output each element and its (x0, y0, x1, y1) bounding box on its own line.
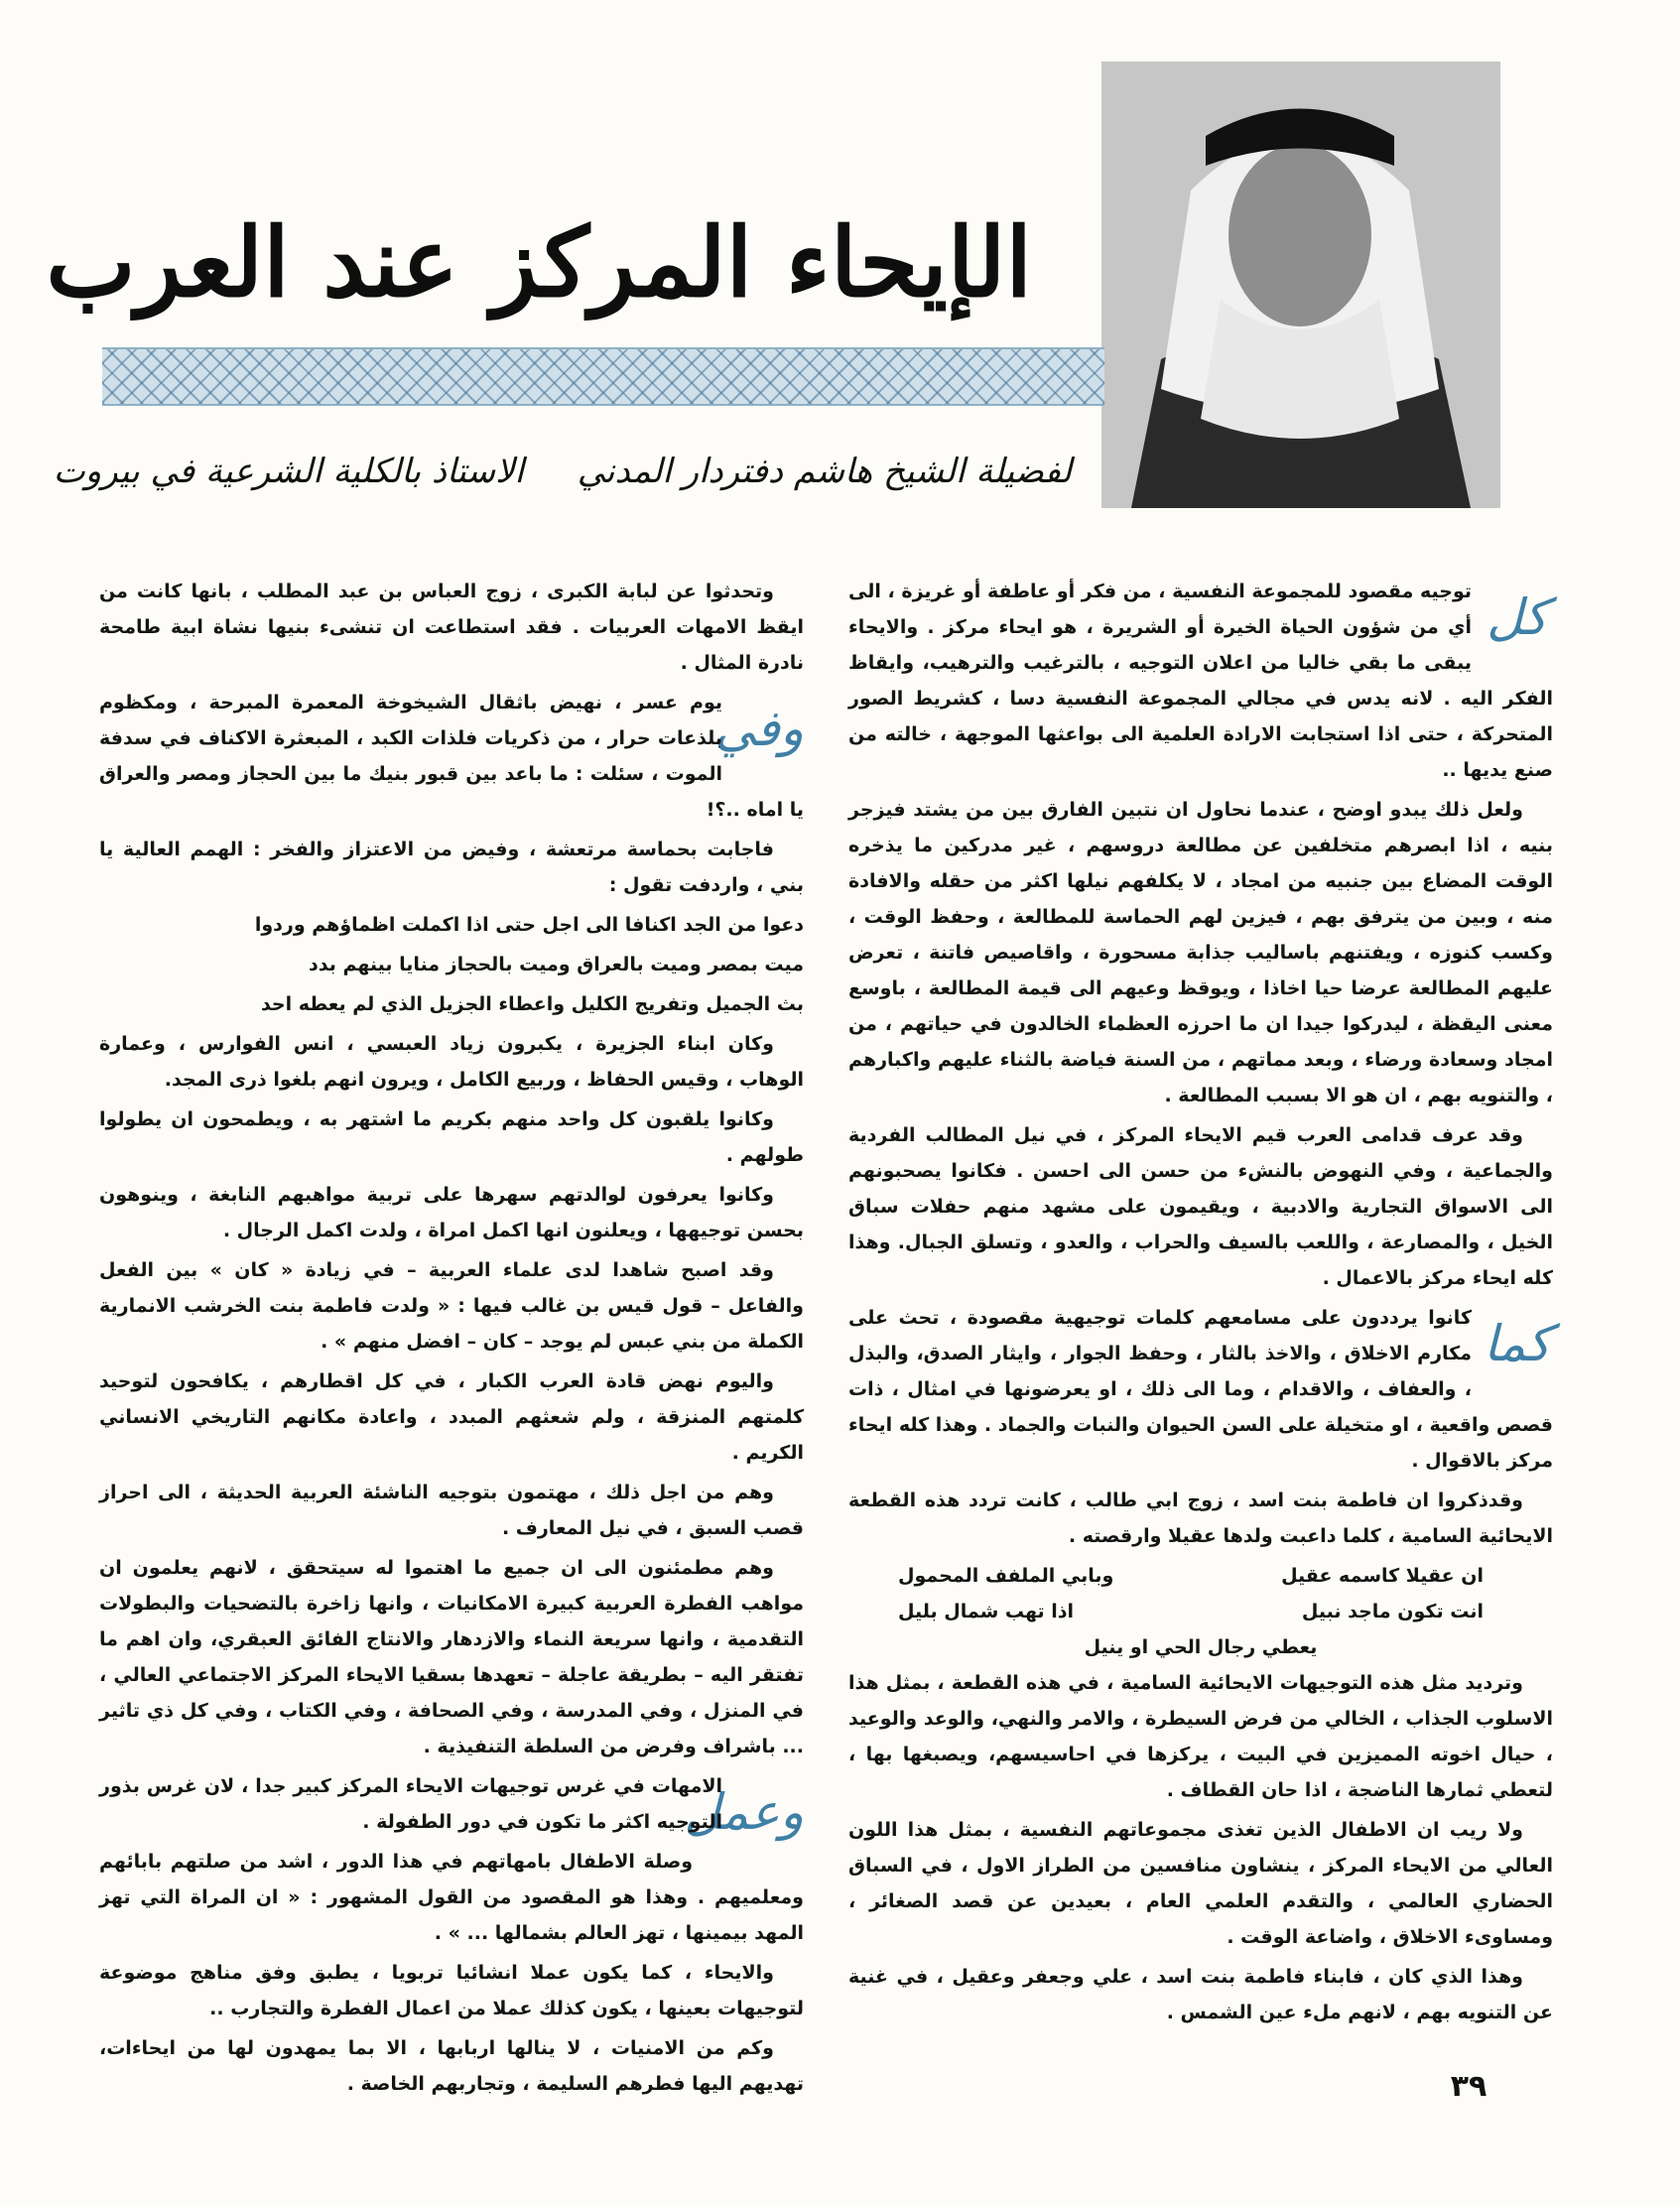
paragraph: وقدذكروا ان فاطمة بنت اسد ، زوج ابي طالب ، كانت تردد هذه القطعة الايحائية السامية ، كلما داعبت ولدها عقيلا وارقصته . (848, 1490, 1553, 1547)
paragraph: وصلة الاطفال بامهاتهم في هذا الدور ، اشد من صلتهم بابائهم ومعلميهم . وهذا هو المقصود من القول المشهور : « ان المراة التي تهز المهد بيمينها ، تهز العالم بشمالها ... » . (99, 1851, 804, 1944)
poem-verse: يعطي رجال الحي او ينيل (1084, 1636, 1318, 1658)
article-title: الإيحاء المركز عند العرب (46, 206, 1032, 319)
paragraph: وكانوا يعرفون لوالدتهم سهرها على تربية مواهبهم النابغة ، وينوهون بحسن توجيهها ، ويعلنون انها اكمل امراة ، ولدت اكمل الرجال . (99, 1184, 804, 1241)
drop-initial-kama: كما (1484, 1315, 1551, 1372)
poem-verse (848, 1558, 1553, 1594)
verse-hemistich: انت تكون ماجد نبيل (1301, 1601, 1484, 1622)
poem-line: ميت بمصر وميت بالعراق وميت بالحجاز منايا بينهم بدد (308, 954, 804, 975)
left-column (99, 574, 804, 2095)
decorative-band (102, 347, 1104, 406)
drop-initial-wamal: وعمل (684, 1783, 804, 1841)
paragraph: وكم من الامنيات ، لا ينالها اربابها ، الا بما يمهدون لها من ايحاءات، تهديهم اليها فطرهم السليمة ، وتجاربهم الخاصة . (99, 2037, 804, 2095)
paragraph: والايحاء ، كما يكون عملا انشائيا تربويا ، يطبق وفق مناهج موضوعة لتوجيهات بعينها ، يكون كذلك عملا من اعمال الفطرة والتجارب .. (99, 1962, 804, 2019)
paragraph: وقد اصبح شاهدا لدى علماء العربية – في زيادة « كان » بين الفعل والفاعل – قول قيس بن غالب فيها : « ولدت فاطمة بنت الخرشب الانمارية الكملة من بني عبس لم يوجد – كان – افضل منهم » . (99, 1259, 804, 1353)
verse-hemistich: وبابي الملفف المحمول (898, 1565, 1114, 1587)
drop-initial-kol: كل (1486, 588, 1548, 646)
page-number: ٣٩ (1450, 2069, 1487, 2104)
paragraph: الامهات في غرس توجيهات الايحاء المركز كبير جدا ، لان غرس بذور التوجيه اكثر ما تكون في دور الطفولة . (99, 1775, 722, 1833)
verse-hemistich: ان عقيلا كاسمه عقيل (1281, 1565, 1484, 1587)
author-portrait (1101, 62, 1500, 508)
verse-hemistich: اذا تهب شمال بليل (898, 1601, 1075, 1622)
paragraph: واليوم نهض قادة العرب الكبار ، في كل اقطارهم ، يكافحون لتوحيد كلمتهم المنزقة ، ولم شعثهم المبدد ، واعادة مكانهم التاريخي الانساني الكريم . (99, 1370, 804, 1464)
author-byline: لفضيلة الشيخ هاشم دفتردار المدني (577, 452, 1072, 491)
paragraph: ولعل ذلك يبدو اوضح ، عندما نحاول ان نتبين الفارق بين من يشتد فيزجر بنيه ، اذا ابصرهم متخلفين عن مطالعة دروسهم ، غير مدركين ما يذخره الوقت المضاع بين جنبيه من امجاد ، لا يكلفهم نيلها اكثر من حقله والافادة منه ، وبين من يترفق بهم ، فيزين لهم الحماسة للمطالعة ، وحفظ الوقت ، وكسب كنوزه ، ويفتنهم باساليب جذابة مسحورة ، واقاصيص فاتنة ، تعرض عليهم المطالعة عرضا حيا اخاذا ، ويوقظ وعيهم الى قيمة المطالعة ، باوسع معنى اليقظة ، ليدركوا جيدا ان ما احرزه العظماء الخالدون في حياتهم ، من امجاد وسعادة ورضاء ، وبعد مماتهم ، من السنة فياضة بالثناء عليهم واكبارهم ، والتنويه بهم ، ان هو الا بسبب المطالعة . (848, 799, 1553, 1106)
paragraph: ولا ريب ان الاطفال الذين تغذى مجموعاتهم النفسية ، بمثل هذا اللون العالي من الايحاء المركز ، ينشاون منافسين من الطراز الاول ، في السباق الحضاري العالمي ، والتقدم العلمي العام ، بعيدين عن قصد الصغائر ، ومساوىء الاخلاق ، واضاعة الوقت . (848, 1819, 1553, 1948)
paragraph: يوم عسر ، نهيض باثقال الشيخوخة المعمرة المبرحة ، ومكظوم بلذعات حرار ، من ذكريات فلذات الكبد ، المبعثرة الاكناف في سدفة الموت ، سئلت : ما باعد بين قبور بنيك ما بين الحجاز ومصر والعراق يا اماه ..؟! (99, 692, 804, 821)
poem-line: بث الجميل وتفريج الكليل واعطاء الجزيل الذي لم يعطه احد (260, 993, 804, 1015)
right-column (848, 574, 1553, 2062)
author-position: الاستاذ بالكلية الشرعية في بيروت (53, 452, 524, 491)
paragraph: توجيه مقصود للمجموعة النفسية ، من فكر أو عاطفة أو غريزة ، الى أي من شؤون الحياة الخيرة أو الشريرة ، هو ايحاء مركز . والايحاء يبقى ما بقي خاليا من اعلان التوجيه ، بالترغيب والترهيب، وايقاظ الفكر اليه . لانه يدس في مجالي المجموعة النفسية دسا ، كشريط الصور المتحركة ، حتى اذا استجابت الارادة العلمية الى بواعثها الموجهة ، خالته من صنع يديها .. (848, 581, 1553, 781)
poem-line: دعوا من الجد اكنافا الى اجل حتى اذا اكملت اظماؤهم وردوا (254, 914, 804, 936)
paragraph: وهذا الذي كان ، فابناء فاطمة بنت اسد ، علي وجعفر وعقيل ، في غنية عن التنويه بهم ، لانهم ملء عين الشمس . (848, 1966, 1553, 2023)
paragraph: وقد عرف قدامى العرب قيم الايحاء المركز ، في نيل المطالب الفردية والجماعية ، وفي النهوض بالنشء من حسن الى احسن . فكانوا يصحبونهم الى الاسواق التجارية والادبية ، ويقيمون على مشهد منهم حفلات سباق الخيل ، والمصارعة ، واللعب بالسيف والحراب ، والعدو ، وتسلق الجبال. وهذا كله ايحاء مركز بالاعمال . (848, 1124, 1553, 1289)
paragraph: وكانوا يلقبون كل واحد منهم بكريم ما اشتهر به ، ويطمحون ان يطولوا طولهم . (99, 1108, 804, 1166)
paragraph: كانوا يرددون على مسامعهم كلمات توجيهية مقصودة ، تحث على مكارم الاخلاق ، والاخذ بالثار ، وحفظ الجوار ، وايثار الصدق، والبذل ، والعفاف ، والاقدام ، وما الى ذلك ، او يعرضونها في امثال ، ذات قصص واقعية ، او متخيلة على السن الحيوان والنبات والجماد . وهذا كله ايحاء مركز بالاقوال . (848, 1307, 1553, 1472)
paragraph: وكان ابناء الجزيرة ، يكبرون زياد العبسي ، انس الفوارس ، وعمارة الوهاب ، وقيس الحفاظ ، وربيع الكامل ، ويرون انهم بلغوا ذرى المجد. (99, 1033, 804, 1091)
paragraph: فاجابت بحماسة مرتعشة ، وفيض من الاعتزاز والفخر : الهمم العالية يا بني ، واردفت تقول : (99, 839, 804, 896)
drop-initial-wafi: وفي (714, 700, 804, 757)
paragraph: وهم من اجل ذلك ، مهتمون بتوجيه الناشئة العربية الحديثة ، الى احراز قصب السبق ، في نيل المعارف . (99, 1482, 804, 1539)
paragraph: وترديد مثل هذه التوجيهات الايحائية السامية ، في هذه القطعة ، بمثل هذا الاسلوب الجذاب ، الخالي من فرض السيطرة ، والامر والنهي، والوعد والوعيد ، حيال اخوته المميزين في البيت ، يركزها في احاسيسهم، ويصبغها بها ، لتعطي ثمارها الناضجة ، اذا حان القطاف . (848, 1672, 1553, 1801)
paragraph: وتحدثوا عن لبابة الكبرى ، زوج العباس بن عبد المطلب ، بانها كانت من ايقظ الامهات العربيات . فقد استطاعت ان تنشىء بنيها نشاة ابية طامحة نادرة المثال . (99, 581, 804, 674)
paragraph: وهم مطمئنون الى ان جميع ما اهتموا له سيتحقق ، لانهم يعلمون ان مواهب الفطرة العربية كبيرة الامكانيات ، وانها زاخرة بالتضحيات والبطولات التقدمية ، وانها سريعة النماء والازدهار والانتاج الفائق العبقري، وان اهم ما تفتقر اليه – بطريقة عاجلة – تعهدها بسقيا الايحاء المركز الاجتماعي العالي ، في المنزل ، وفي المدرسة ، وفي الصحافة ، وفي الكتاب ، وفي كل ذي تاثير ... باشراف وفرض من السلطة التنفيذية . (99, 1557, 804, 1757)
poem-verse (848, 1594, 1553, 1629)
